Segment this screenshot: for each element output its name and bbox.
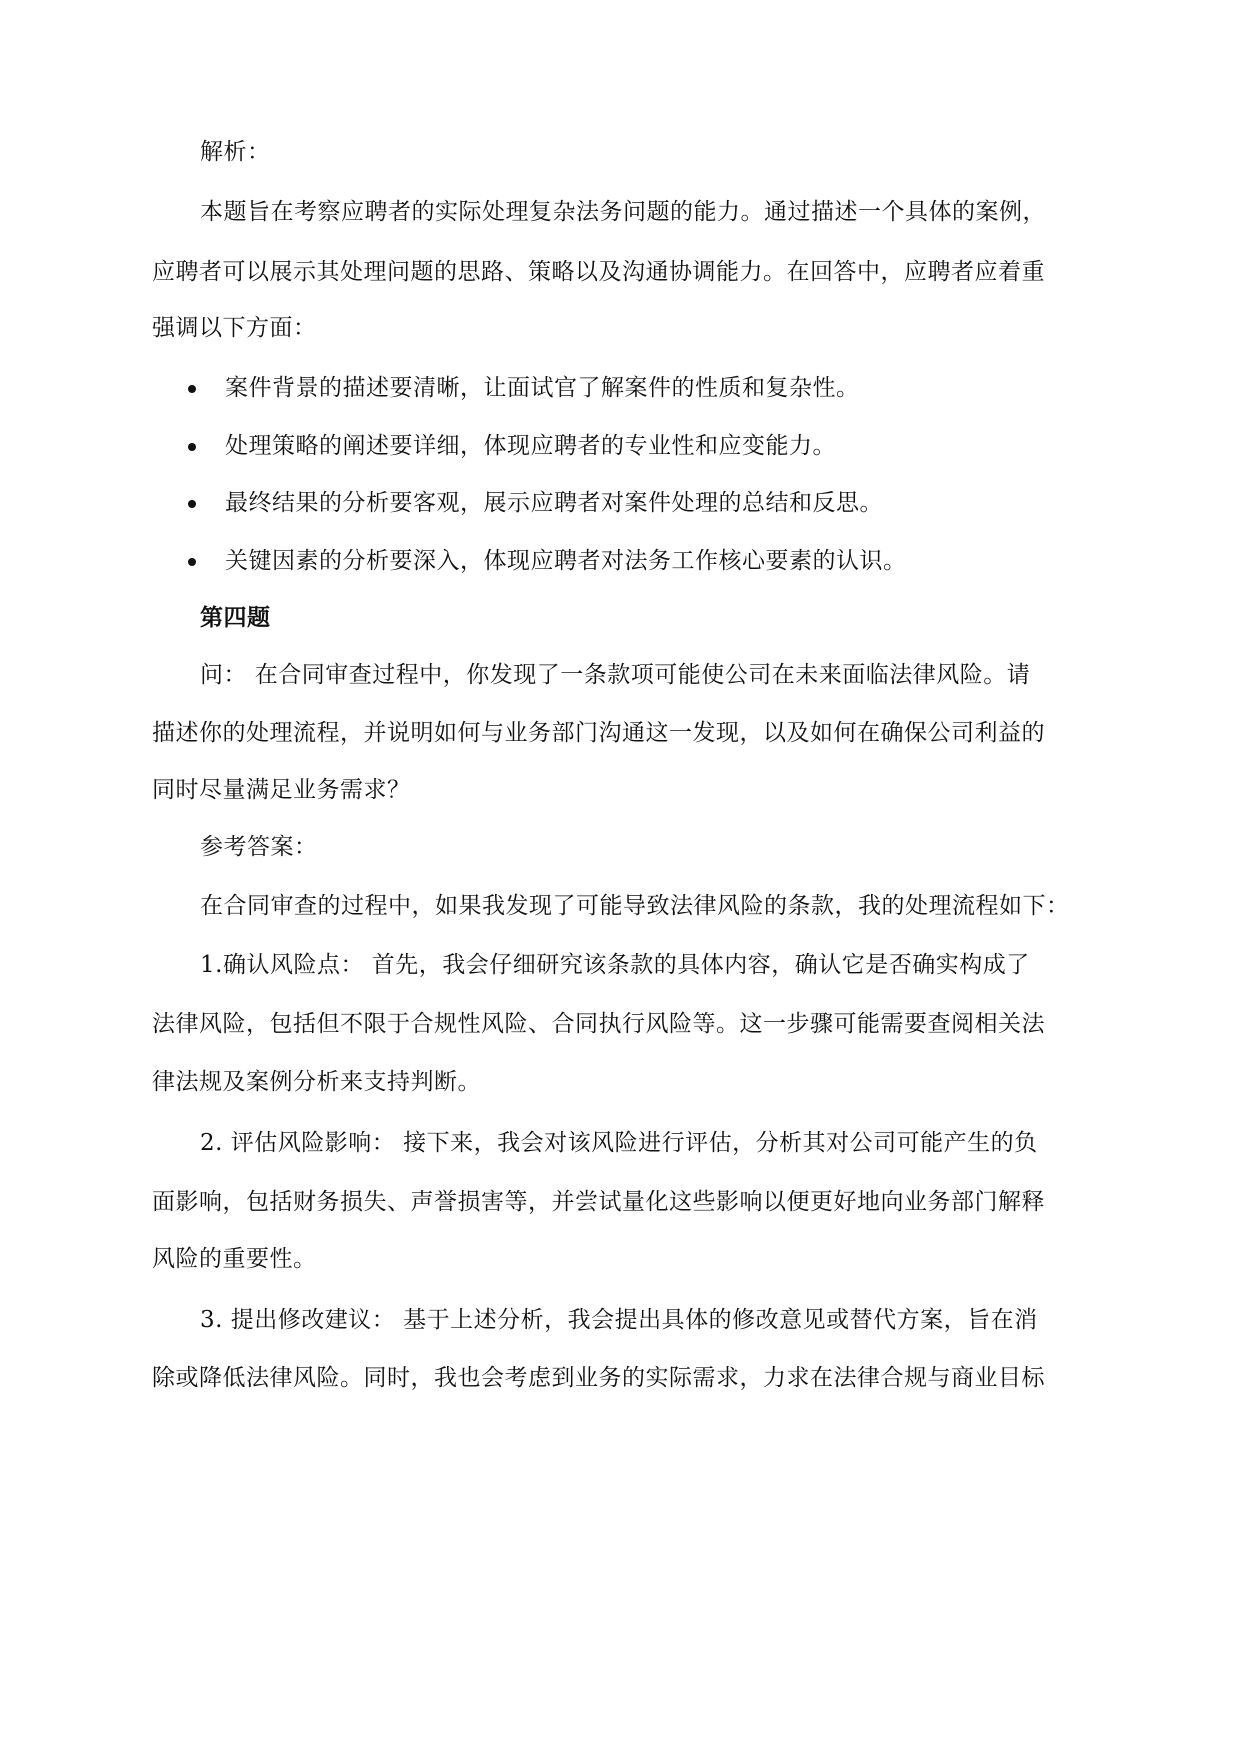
- analysis-paragraph-line: 本题旨在考察应聘者的实际处理复杂法务问题的能力。通过描述一个具体的案例，: [200, 199, 1046, 225]
- analysis-heading: 解析：: [200, 139, 271, 165]
- answer-step-line: 除或降低法律风险。同时，我也会考虑到业务的实际需求，力求在法律合规与商业目标: [152, 1365, 1045, 1391]
- analysis-bullet-item: 处理策略的阐述要详细，体现应聘者的专业性和应变能力。: [225, 433, 836, 459]
- answer-step-line: 面影响，包括财务损失、声誉损害等，并尝试量化这些影响以便更好地向业务部门解释: [152, 1189, 1045, 1215]
- analysis-paragraph-line: 应聘者可以展示其处理问题的思路、策略以及沟通协调能力。在回答中，应聘者应着重: [152, 259, 1045, 285]
- bullet-icon: [188, 443, 196, 451]
- bullet-icon: [188, 558, 196, 566]
- analysis-bullet-item: 关键因素的分析要深入，体现应聘者对法务工作核心要素的认识。: [225, 548, 907, 574]
- answer-step-line: 1.确认风险点： 首先，我会仔细研究该条款的具体内容，确认它是否确实构成了: [200, 952, 1030, 978]
- answer-step-line: 律法规及案例分析来支持判断。: [152, 1069, 481, 1095]
- answer-step-line: 法律风险，包括但不限于合规性风险、合同执行风险等。这一步骤可能需要查阅相关法: [152, 1011, 1045, 1037]
- analysis-bullet-item: 案件背景的描述要清晰，让面试官了解案件的性质和复杂性。: [225, 375, 860, 401]
- bullet-icon: [188, 500, 196, 508]
- answer-step-line: 2. 评估风险影响： 接下来，我会对该风险进行评估，分析其对公司可能产生的负: [200, 1130, 1038, 1156]
- answer-label: 参考答案：: [200, 834, 318, 860]
- bullet-icon: [188, 385, 196, 393]
- question-line: 同时尽量满足业务需求？: [152, 777, 411, 803]
- question-line: 描述你的处理流程，并说明如何与业务部门沟通这一发现，以及如何在确保公司利益的: [152, 720, 1045, 746]
- analysis-paragraph-line: 强调以下方面：: [152, 315, 317, 341]
- analysis-bullet-item: 最终结果的分析要客观，展示应聘者对案件处理的总结和反思。: [225, 490, 883, 516]
- answer-step-line: 3. 提出修改建议： 基于上述分析，我会提出具体的修改意见或替代方案，旨在消: [200, 1307, 1038, 1333]
- question-title: 第四题: [200, 604, 271, 631]
- answer-step-line: 风险的重要性。: [152, 1246, 317, 1272]
- answer-intro: 在合同审查的过程中，如果我发现了可能导致法律风险的条款，我的处理流程如下：: [200, 893, 1070, 919]
- question-line: 问： 在合同审查过程中，你发现了一条款项可能使公司在未来面临法律风险。请: [200, 662, 1031, 688]
